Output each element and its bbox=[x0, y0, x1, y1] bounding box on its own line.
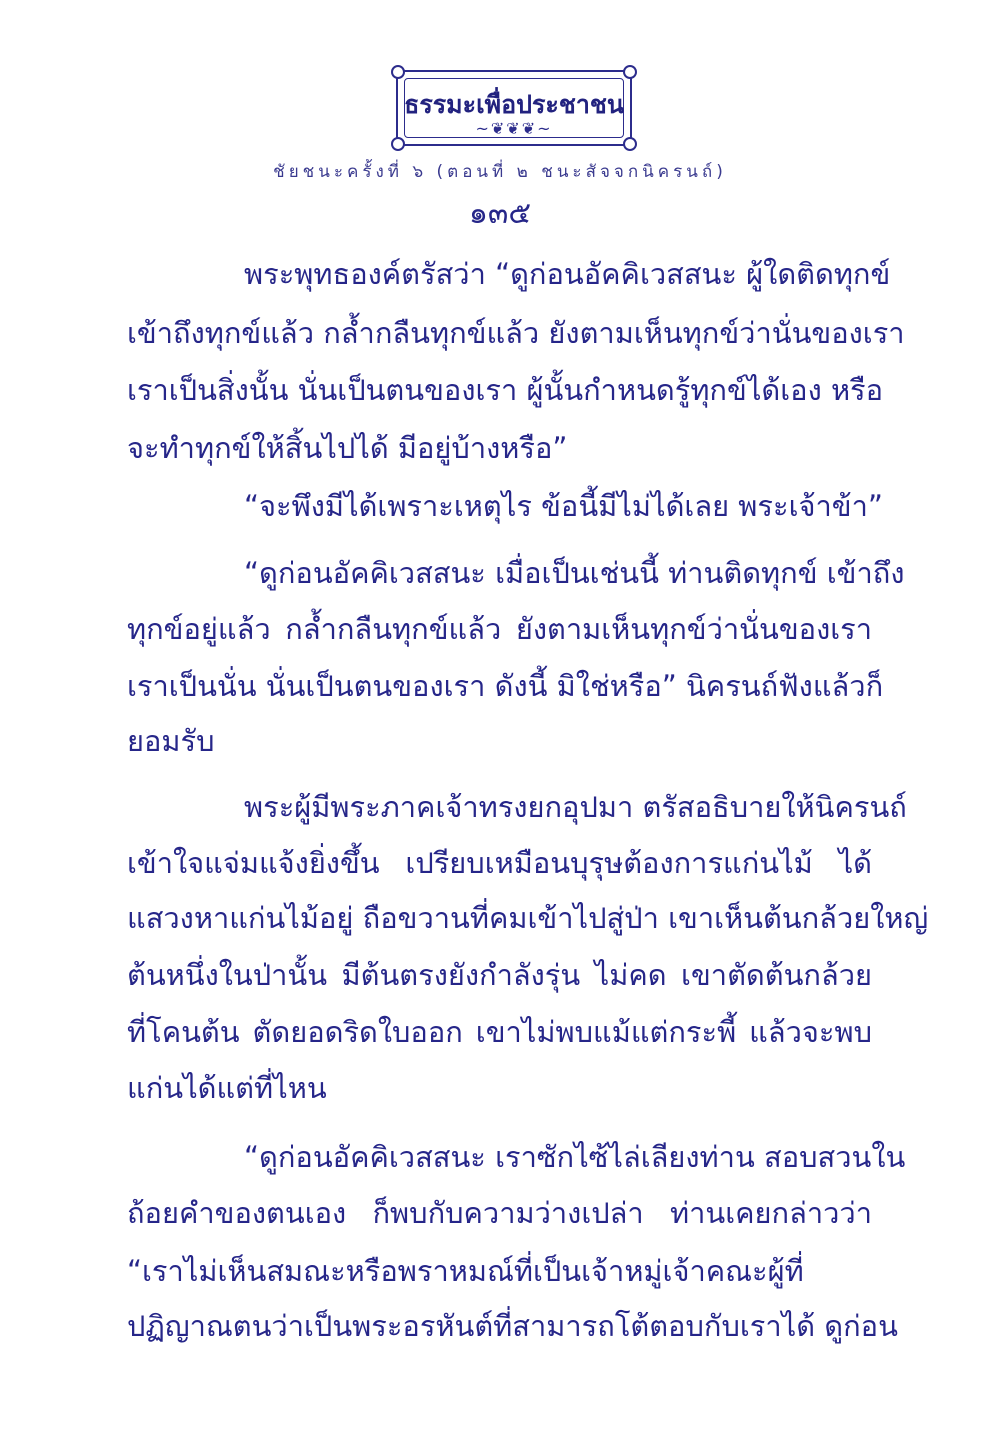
paragraph-line: พระผู้มีพระภาคเจ้าทรงยกอุปมา ตรัสอธิบายให้นิครนถ์ bbox=[244, 790, 907, 824]
paragraph-line: ทุกข์อยู่แล้ว กล้ำกลืนทุกข์แล้ว ยังตามเห็นทุกข์ว่านั่นของเรา bbox=[127, 612, 872, 646]
chapter-header: ชัยชนะครั้งที่ ๖ (ตอนที่ ๒ ชนะสัจจกนิครนถ์) bbox=[273, 162, 727, 182]
paragraph-line: “เราไม่เห็นสมณะหรือพราหมณ์ที่เป็นเจ้าหมู่เจ้าคณะผู้ที่ bbox=[127, 1254, 804, 1288]
paragraph-line: จะทำทุกข์ให้สิ้นไปได้ มีอยู่บ้างหรือ” bbox=[127, 431, 568, 465]
paragraph-line: เราเป็นสิ่งนั้น นั่นเป็นตนของเรา ผู้นั้นกำหนดรู้ทุกข์ได้เอง หรือ bbox=[127, 373, 884, 407]
logo-corner-ornament bbox=[391, 137, 405, 151]
paragraph-line: “ดูก่อนอัคคิเวสสนะ เมื่อเป็นเช่นนี้ ท่านติดทุกข์ เข้าถึง bbox=[244, 556, 905, 590]
paragraph-line: แสวงหาแก่นไม้อยู่ ถือขวานที่คมเข้าไปสู่ป่า เขาเห็นต้นกล้วยใหญ่ bbox=[127, 901, 929, 935]
logo-corner-ornament bbox=[391, 65, 405, 79]
paragraph-line: เข้าใจแจ่มแจ้งยิ่งขึ้น เปรียบเหมือนบุรุษต้องการแก่นไม้ ได้ bbox=[127, 846, 872, 880]
paragraph-line: พระพุทธองค์ตรัสว่า “ดูก่อนอัคคิเวสสนะ ผู้ใดติดทุกข์ bbox=[244, 257, 891, 291]
page-number: ๑๓๕ bbox=[468, 196, 532, 231]
paragraph-line: “ดูก่อนอัคคิเวสสนะ เราซักไซ้ไล่เลียงท่าน สอบสวนใน bbox=[244, 1140, 906, 1174]
paragraph-line: “จะพึงมีได้เพราะเหตุไร ข้อนี้มีไม่ได้เลย พระเจ้าข้า” bbox=[244, 489, 883, 523]
logo-flourish-icon: ~❦❦❦~ bbox=[475, 119, 553, 138]
paragraph-line: เข้าถึงทุกข์แล้ว กล้ำกลืนทุกข์แล้ว ยังตามเห็นทุกข์ว่านั่นของเรา bbox=[127, 316, 905, 350]
paragraph-line: เราเป็นนั่น นั่นเป็นตนของเรา ดังนี้ มิใช่หรือ” นิครนถ์ฟังแล้วก็ bbox=[127, 669, 884, 703]
paragraph-line: ต้นหนึ่งในป่านั้น มีต้นตรงยังกำลังรุ่น ไม่คด เขาตัดต้นกล้วย bbox=[127, 958, 872, 992]
paragraph-line: ถ้อยคำของตนเอง ก็พบกับความว่างเปล่า ท่านเคยกล่าวว่า bbox=[127, 1196, 872, 1230]
publisher-logo bbox=[396, 70, 632, 146]
logo-corner-ornament bbox=[623, 65, 637, 79]
paragraph-line: ที่โคนต้น ตัดยอดริดใบออก เขาไม่พบแม้แต่กระพี้ แล้วจะพบ bbox=[127, 1015, 872, 1049]
logo-text: ธรรมะเพื่อประชาชน bbox=[404, 90, 624, 119]
paragraph-line: แก่นได้แต่ที่ไหน bbox=[127, 1071, 327, 1105]
paragraph-line: ปฏิญาณตนว่าเป็นพระอรหันต์ที่สามารถโต้ตอบกับเราได้ ดูก่อน bbox=[127, 1309, 898, 1343]
logo-corner-ornament bbox=[623, 137, 637, 151]
paragraph-line: ยอมรับ bbox=[127, 724, 215, 758]
